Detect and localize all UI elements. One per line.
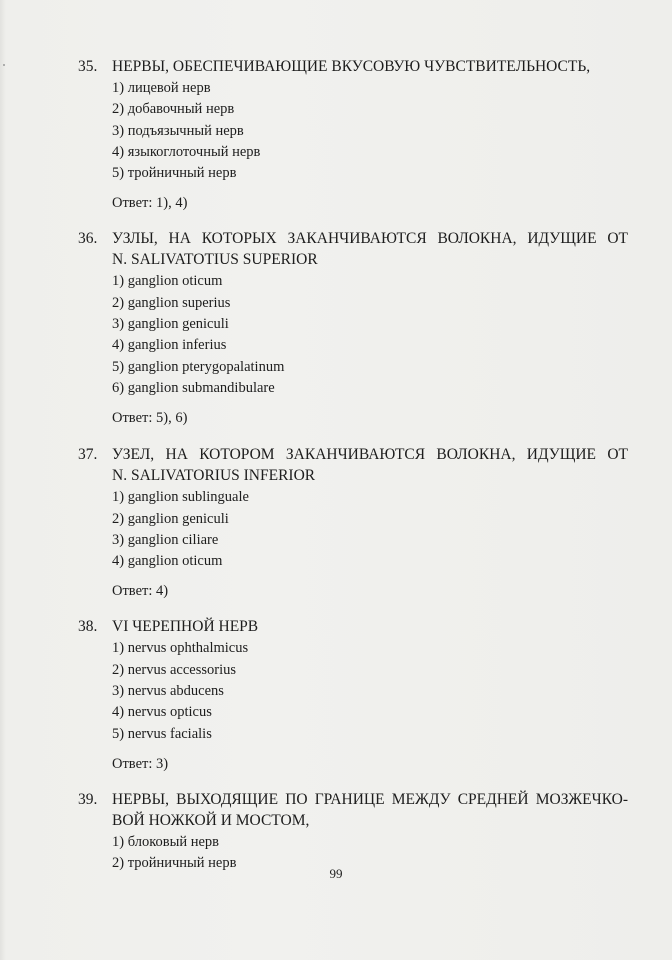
question-header [78,616,628,637]
option-item: 1) ganglion sublinguale [112,489,249,506]
option-list [78,271,628,399]
option-item: 5) nervus facialis [112,725,212,742]
question-header [78,789,628,831]
option-item: 2) ganglion superius [112,294,231,311]
question-number: 39. [78,790,98,808]
answer-text: Ответ: 1), 4) [112,195,188,212]
question-header [78,228,628,270]
option-item: 1) лицевой нерв [112,80,211,96]
question-38 [78,616,628,773]
option-item: 3) nervus abducens [112,683,224,700]
option-list [78,78,628,184]
question-text [112,444,628,486]
option-item: 4) ganglion inferius [112,337,227,354]
question-37 [78,444,628,601]
option-item: 4) ganglion oticum [112,553,223,570]
question-text-line: УЗЕЛ, НА КОТОРОМ ЗАКАНЧИВАЮТСЯ ВОЛОКНА, ИДУЩИЕ ОТ [112,446,628,464]
option-item: 1) ganglion oticum [112,273,223,290]
option-item: 3) подъязычный нерв [112,122,244,139]
question-text-line: N. SALIVATOTIUS SUPERIOR [112,251,318,269]
question-36 [78,228,628,428]
question-number: 35. [78,58,98,75]
question-text-line: УЗЛЫ, НА КОТОРЫХ ЗАКАНЧИВАЮТСЯ ВОЛОКНА, ИДУЩИЕ ОТ [112,230,628,248]
question-text-line: НЕРВЫ, ВЫХОДЯЩИЕ ПО ГРАНИЦЕ МЕЖДУ СРЕДНЕЙ МОЗЖЕЧКО- [112,790,628,808]
option-item: 2) тройничный нерв [112,855,237,872]
option-item: 4) языкоглоточный нерв [112,143,261,160]
question-header [78,56,628,77]
question-header [78,444,628,486]
question-text-line: N. SALIVATORIUS INFERIOR [112,467,316,485]
question-text [112,789,628,831]
option-item: 5) тройничный нерв [112,165,237,182]
option-item: 2) добавочный нерв [112,101,235,118]
question-number: 37. [78,446,98,464]
question-text [112,56,628,77]
question-39 [78,789,628,875]
question-text [112,228,628,270]
option-item: 1) блоковый нерв [112,833,220,850]
option-item: 4) nervus opticus [112,704,212,721]
answer-text: Ответ: 5), 6) [112,410,188,427]
option-item: 2) nervus accessorius [112,661,237,678]
scan-dust-mark [3,64,5,66]
option-item: 3) ganglion geniculi [112,316,229,333]
option-item: 5) ganglion pterygopalatinum [112,358,285,375]
page-number: 99 [329,866,343,881]
question-list [78,56,628,875]
answer-text: Ответ: 3) [112,755,169,772]
question-text-line: VI ЧЕРЕПНОЙ НЕРВ [112,618,259,636]
question-text-line: НЕРВЫ, ОБЕСПЕЧИВАЮЩИЕ ВКУСОВУЮ ЧУВСТВИТЕЛЬНОСТЬ, [112,58,591,75]
option-item: 3) ganglion ciliare [112,531,219,548]
question-number: 38. [78,618,98,636]
option-list [78,638,628,744]
question-35 [78,56,628,213]
option-item: 2) ganglion geniculi [112,510,229,527]
option-item: 1) nervus ophthalmicus [112,640,249,657]
answer-text: Ответ: 4) [112,583,169,600]
question-text [112,616,628,637]
question-number: 36. [78,230,98,248]
option-item: 6) ganglion submandibulare [112,379,275,396]
option-list [78,487,628,572]
question-text-line: ВОЙ НОЖКОЙ И МОСТОМ, [112,811,310,829]
